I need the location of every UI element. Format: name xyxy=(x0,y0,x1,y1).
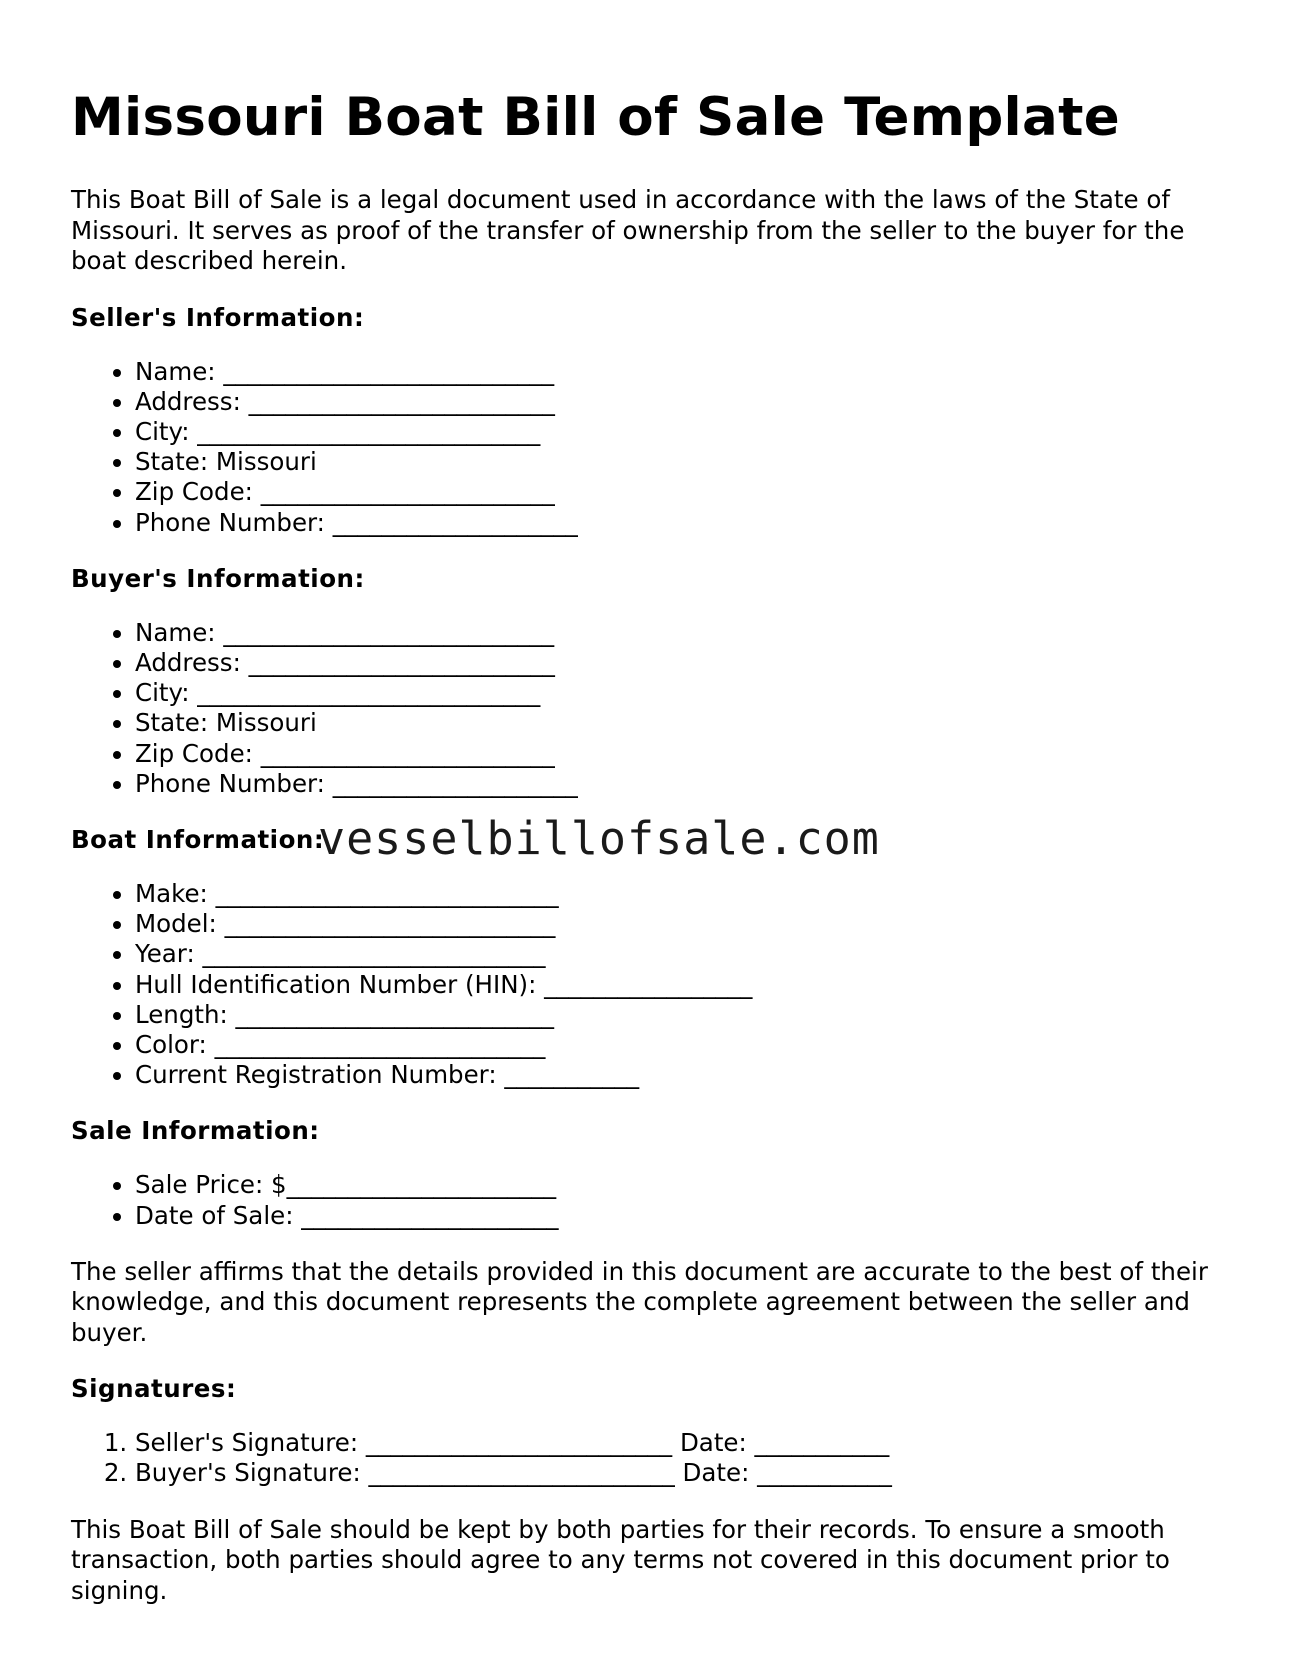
buyer-signature-line: 2. Buyer's Signature: _________________________ Date: ___________ xyxy=(135,1458,1231,1488)
closing-paragraph: This Boat Bill of Sale should be kept by both parties for their records. To ensure a smooth transaction, both parties should agree to any terms not covered in this document prior to signing. xyxy=(71,1514,1170,1605)
buyer-list xyxy=(71,618,1231,799)
intro-paragraph: This Boat Bill of Sale is a legal document used in accordance with the laws of the State of Missouri. It serves as proof of the transfer of ownership from the seller to the buyer for the boat described herein. xyxy=(71,185,1185,275)
seller-name-field: • Name: ___________________________ xyxy=(135,357,1231,387)
sale-heading: Sale Information: xyxy=(71,1116,320,1146)
buyer-city-field: • City: ____________________________ xyxy=(135,678,1231,708)
boat-make-field: • Make: ____________________________ xyxy=(135,879,1231,909)
document-title: Missouri Boat Bill of Sale Template xyxy=(71,87,1120,148)
boat-registration-field: • Current Registration Number: ___________ xyxy=(135,1060,1231,1090)
boat-color-field: • Color: ___________________________ xyxy=(135,1030,1231,1060)
sale-price-field: • Sale Price: $______________________ xyxy=(135,1170,1231,1200)
buyer-address-field: • Address: _________________________ xyxy=(135,648,1231,678)
buyer-phone-field: • Phone Number: ____________________ xyxy=(135,769,1231,799)
seller-state-field: • State: Missouri xyxy=(135,447,1231,477)
site-watermark: vesselbillofsale.com xyxy=(318,811,880,865)
seller-city-field: • City: ____________________________ xyxy=(135,417,1231,447)
affirmation-paragraph: The seller affirms that the details provided in this document are accurate to the best of their knowledge, and this document represents the complete agreement between the seller and buyer. xyxy=(71,1256,1208,1347)
boat-model-field: • Model: ___________________________ xyxy=(135,909,1231,939)
buyer-zip-field: • Zip Code: ________________________ xyxy=(135,739,1231,769)
boat-list xyxy=(71,879,1231,1090)
seller-heading: Seller's Information: xyxy=(71,302,365,332)
buyer-name-field: • Name: ___________________________ xyxy=(135,618,1231,648)
boat-year-field: • Year: ____________________________ xyxy=(135,939,1231,969)
seller-address-field: • Address: _________________________ xyxy=(135,387,1231,417)
seller-zip-field: • Zip Code: ________________________ xyxy=(135,477,1231,507)
seller-phone-field: • Phone Number: ____________________ xyxy=(135,508,1231,538)
sale-list xyxy=(71,1170,1231,1230)
boat-length-field: • Length: __________________________ xyxy=(135,1000,1231,1030)
buyer-heading: Buyer's Information: xyxy=(71,563,365,593)
seller-list xyxy=(71,357,1231,538)
signatures-list xyxy=(71,1428,1231,1488)
boat-heading: Boat Information: xyxy=(71,824,325,854)
buyer-state-field: • State: Missouri xyxy=(135,708,1231,738)
seller-signature-line: 1. Seller's Signature: _________________________ Date: ___________ xyxy=(135,1428,1231,1458)
boat-heading-row xyxy=(71,811,1231,865)
sale-date-field: • Date of Sale: _____________________ xyxy=(135,1201,1231,1231)
document-page xyxy=(71,86,1231,1632)
boat-hin-field: • Hull Identification Number (HIN): _________________ xyxy=(135,970,1231,1000)
signatures-heading: Signatures: xyxy=(71,1374,237,1404)
